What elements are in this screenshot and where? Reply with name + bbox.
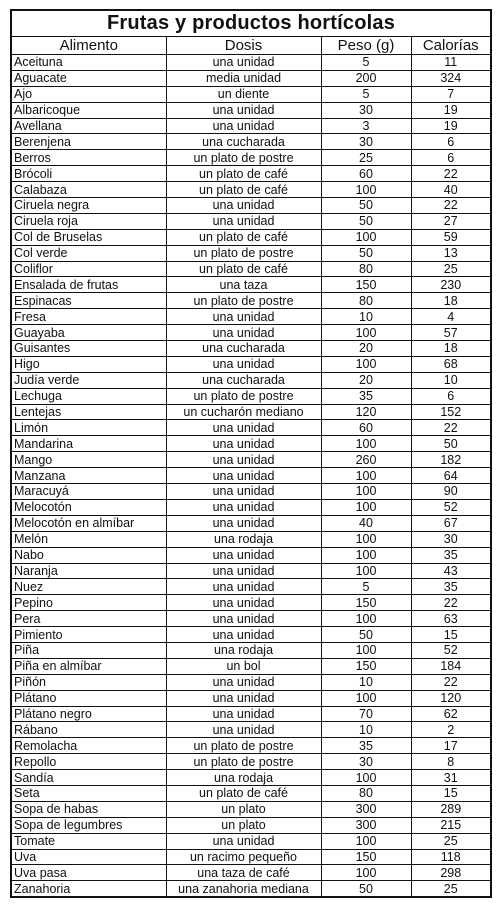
dose-cell: un plato de postre xyxy=(166,754,321,770)
calories-cell: 62 xyxy=(411,706,491,722)
food-cell: Mandarina xyxy=(11,436,166,452)
dose-cell: una unidad xyxy=(166,627,321,643)
dose-cell: un plato de postre xyxy=(166,150,321,166)
table-row xyxy=(11,55,491,71)
calories-cell: 35 xyxy=(411,547,491,563)
table-row xyxy=(11,404,491,420)
table-row xyxy=(11,261,491,277)
dose-cell: una unidad xyxy=(166,595,321,611)
dose-cell: un racimo pequeño xyxy=(166,849,321,865)
calories-cell: 17 xyxy=(411,738,491,754)
dose-cell: un plato de café xyxy=(166,166,321,182)
calories-cell: 68 xyxy=(411,356,491,372)
calories-cell: 50 xyxy=(411,436,491,452)
table-row xyxy=(11,468,491,484)
food-cell: Coliflor xyxy=(11,261,166,277)
calories-cell: 25 xyxy=(411,833,491,849)
table-row xyxy=(11,293,491,309)
calories-cell: 25 xyxy=(411,881,491,897)
food-cell: Piña en almíbar xyxy=(11,658,166,674)
table-row xyxy=(11,611,491,627)
calories-cell: 18 xyxy=(411,293,491,309)
dose-cell: una unidad xyxy=(166,55,321,71)
dose-cell: una unidad xyxy=(166,674,321,690)
dose-cell: una unidad xyxy=(166,452,321,468)
table-row xyxy=(11,849,491,865)
food-cell: Ciruela negra xyxy=(11,198,166,214)
calories-cell: 6 xyxy=(411,388,491,404)
food-cell: Ciruela roja xyxy=(11,213,166,229)
weight-cell: 100 xyxy=(321,356,411,372)
table-row xyxy=(11,229,491,245)
weight-cell: 70 xyxy=(321,706,411,722)
table-row xyxy=(11,579,491,595)
dose-cell: una unidad xyxy=(166,468,321,484)
food-cell: Rábano xyxy=(11,722,166,738)
calories-cell: 18 xyxy=(411,341,491,357)
food-cell: Nuez xyxy=(11,579,166,595)
food-cell: Avellana xyxy=(11,118,166,134)
table-row xyxy=(11,309,491,325)
weight-cell: 10 xyxy=(321,309,411,325)
table-row xyxy=(11,547,491,563)
table-row xyxy=(11,102,491,118)
weight-cell: 100 xyxy=(321,770,411,786)
calories-cell: 13 xyxy=(411,245,491,261)
weight-cell: 300 xyxy=(321,817,411,833)
table-row xyxy=(11,341,491,357)
table-row xyxy=(11,531,491,547)
weight-cell: 100 xyxy=(321,325,411,341)
calories-cell: 184 xyxy=(411,658,491,674)
calories-cell: 52 xyxy=(411,642,491,658)
food-cell: Melón xyxy=(11,531,166,547)
food-cell: Higo xyxy=(11,356,166,372)
dose-cell: una taza de café xyxy=(166,865,321,881)
weight-cell: 25 xyxy=(321,150,411,166)
food-cell: Naranja xyxy=(11,563,166,579)
table-body xyxy=(11,55,491,898)
weight-cell: 50 xyxy=(321,213,411,229)
weight-cell: 50 xyxy=(321,627,411,643)
weight-cell: 30 xyxy=(321,134,411,150)
table-row xyxy=(11,372,491,388)
table-row xyxy=(11,356,491,372)
weight-cell: 100 xyxy=(321,531,411,547)
weight-cell: 100 xyxy=(321,690,411,706)
table-row xyxy=(11,627,491,643)
food-cell: Espinacas xyxy=(11,293,166,309)
dose-cell: una unidad xyxy=(166,833,321,849)
food-cell: Berenjena xyxy=(11,134,166,150)
table-row xyxy=(11,690,491,706)
food-cell: Ensalada de frutas xyxy=(11,277,166,293)
title-row xyxy=(11,10,491,37)
weight-cell: 80 xyxy=(321,293,411,309)
food-cell: Nabo xyxy=(11,547,166,563)
weight-cell: 100 xyxy=(321,229,411,245)
weight-cell: 100 xyxy=(321,833,411,849)
calories-cell: 324 xyxy=(411,70,491,86)
table-row xyxy=(11,833,491,849)
weight-cell: 5 xyxy=(321,579,411,595)
table-row xyxy=(11,420,491,436)
dose-cell: un cucharón mediano xyxy=(166,404,321,420)
weight-cell: 150 xyxy=(321,849,411,865)
dose-cell: una cucharada xyxy=(166,134,321,150)
food-cell: Uva pasa xyxy=(11,865,166,881)
food-cell: Ajo xyxy=(11,86,166,102)
calories-cell: 6 xyxy=(411,134,491,150)
food-cell: Berros xyxy=(11,150,166,166)
food-cell: Guayaba xyxy=(11,325,166,341)
header-row xyxy=(11,37,491,55)
table-row xyxy=(11,754,491,770)
calories-cell: 19 xyxy=(411,118,491,134)
weight-cell: 100 xyxy=(321,642,411,658)
food-cell: Manzana xyxy=(11,468,166,484)
food-cell: Plátano xyxy=(11,690,166,706)
dose-cell: una unidad xyxy=(166,102,321,118)
calorie-table xyxy=(10,9,492,898)
dose-cell: un plato de postre xyxy=(166,738,321,754)
table-row xyxy=(11,325,491,341)
food-cell: Piña xyxy=(11,642,166,658)
food-cell: Zanahoria xyxy=(11,881,166,897)
weight-cell: 260 xyxy=(321,452,411,468)
dose-cell: una unidad xyxy=(166,356,321,372)
weight-cell: 20 xyxy=(321,341,411,357)
table-row xyxy=(11,563,491,579)
food-cell: Remolacha xyxy=(11,738,166,754)
dose-cell: una zanahoria mediana xyxy=(166,881,321,897)
food-cell: Limón xyxy=(11,420,166,436)
calories-cell: 182 xyxy=(411,452,491,468)
table-row xyxy=(11,801,491,817)
weight-cell: 100 xyxy=(321,865,411,881)
table-row xyxy=(11,452,491,468)
weight-cell: 50 xyxy=(321,198,411,214)
table-row xyxy=(11,388,491,404)
food-cell: Lechuga xyxy=(11,388,166,404)
dose-cell: una unidad xyxy=(166,579,321,595)
weight-cell: 35 xyxy=(321,388,411,404)
dose-cell: una unidad xyxy=(166,547,321,563)
weight-cell: 5 xyxy=(321,86,411,102)
calories-cell: 19 xyxy=(411,102,491,118)
weight-cell: 100 xyxy=(321,611,411,627)
header-food: Alimento xyxy=(11,37,166,55)
calories-cell: 52 xyxy=(411,499,491,515)
food-cell: Sopa de habas xyxy=(11,801,166,817)
table-row xyxy=(11,499,491,515)
table-row xyxy=(11,213,491,229)
dose-cell: una rodaja xyxy=(166,770,321,786)
dose-cell: una unidad xyxy=(166,198,321,214)
dose-cell: una cucharada xyxy=(166,341,321,357)
weight-cell: 100 xyxy=(321,182,411,198)
dose-cell: una unidad xyxy=(166,563,321,579)
calories-cell: 22 xyxy=(411,674,491,690)
dose-cell: un plato de café xyxy=(166,182,321,198)
calories-cell: 289 xyxy=(411,801,491,817)
weight-cell: 200 xyxy=(321,70,411,86)
food-cell: Pera xyxy=(11,611,166,627)
dose-cell: una unidad xyxy=(166,690,321,706)
weight-cell: 100 xyxy=(321,436,411,452)
calories-cell: 57 xyxy=(411,325,491,341)
calories-cell: 43 xyxy=(411,563,491,579)
dose-cell: un plato de café xyxy=(166,229,321,245)
weight-cell: 30 xyxy=(321,754,411,770)
dose-cell: una unidad xyxy=(166,722,321,738)
table-row xyxy=(11,70,491,86)
dose-cell: media unidad xyxy=(166,70,321,86)
calories-cell: 30 xyxy=(411,531,491,547)
calories-cell: 230 xyxy=(411,277,491,293)
weight-cell: 50 xyxy=(321,881,411,897)
calorie-table-sheet xyxy=(10,9,490,898)
calories-cell: 22 xyxy=(411,166,491,182)
weight-cell: 150 xyxy=(321,658,411,674)
weight-cell: 150 xyxy=(321,595,411,611)
food-cell: Aguacate xyxy=(11,70,166,86)
food-cell: Maracuyá xyxy=(11,484,166,500)
dose-cell: un plato de café xyxy=(166,261,321,277)
table-row xyxy=(11,277,491,293)
food-cell: Calabaza xyxy=(11,182,166,198)
table-row xyxy=(11,515,491,531)
dose-cell: una rodaja xyxy=(166,531,321,547)
food-cell: Seta xyxy=(11,785,166,801)
weight-cell: 300 xyxy=(321,801,411,817)
weight-cell: 100 xyxy=(321,484,411,500)
table-row xyxy=(11,785,491,801)
dose-cell: una unidad xyxy=(166,515,321,531)
food-cell: Sandía xyxy=(11,770,166,786)
table-row xyxy=(11,118,491,134)
food-cell: Repollo xyxy=(11,754,166,770)
calories-cell: 11 xyxy=(411,55,491,71)
weight-cell: 30 xyxy=(321,102,411,118)
weight-cell: 60 xyxy=(321,166,411,182)
calories-cell: 2 xyxy=(411,722,491,738)
calories-cell: 40 xyxy=(411,182,491,198)
table-row xyxy=(11,642,491,658)
dose-cell: un plato de café xyxy=(166,785,321,801)
food-cell: Guisantes xyxy=(11,341,166,357)
dose-cell: una unidad xyxy=(166,484,321,500)
calories-cell: 63 xyxy=(411,611,491,627)
table-row xyxy=(11,198,491,214)
dose-cell: un plato de postre xyxy=(166,293,321,309)
weight-cell: 50 xyxy=(321,245,411,261)
calories-cell: 59 xyxy=(411,229,491,245)
food-cell: Lentejas xyxy=(11,404,166,420)
calories-cell: 35 xyxy=(411,579,491,595)
weight-cell: 100 xyxy=(321,468,411,484)
dose-cell: una unidad xyxy=(166,499,321,515)
dose-cell: una unidad xyxy=(166,611,321,627)
calories-cell: 31 xyxy=(411,770,491,786)
weight-cell: 100 xyxy=(321,563,411,579)
dose-cell: un plato xyxy=(166,801,321,817)
calories-cell: 67 xyxy=(411,515,491,531)
weight-cell: 20 xyxy=(321,372,411,388)
calories-cell: 27 xyxy=(411,213,491,229)
calories-cell: 15 xyxy=(411,785,491,801)
calories-cell: 120 xyxy=(411,690,491,706)
weight-cell: 80 xyxy=(321,261,411,277)
dose-cell: un bol xyxy=(166,658,321,674)
food-cell: Piñón xyxy=(11,674,166,690)
table-row xyxy=(11,881,491,897)
food-cell: Pepino xyxy=(11,595,166,611)
calories-cell: 22 xyxy=(411,595,491,611)
calories-cell: 10 xyxy=(411,372,491,388)
food-cell: Fresa xyxy=(11,309,166,325)
dose-cell: una unidad xyxy=(166,706,321,722)
table-row xyxy=(11,150,491,166)
dose-cell: una taza xyxy=(166,277,321,293)
dose-cell: una unidad xyxy=(166,309,321,325)
weight-cell: 10 xyxy=(321,722,411,738)
weight-cell: 100 xyxy=(321,499,411,515)
food-cell: Pimiento xyxy=(11,627,166,643)
table-row xyxy=(11,134,491,150)
food-cell: Judía verde xyxy=(11,372,166,388)
weight-cell: 150 xyxy=(321,277,411,293)
calories-cell: 90 xyxy=(411,484,491,500)
food-cell: Col verde xyxy=(11,245,166,261)
table-row xyxy=(11,865,491,881)
dose-cell: una unidad xyxy=(166,118,321,134)
weight-cell: 40 xyxy=(321,515,411,531)
calories-cell: 152 xyxy=(411,404,491,420)
calories-cell: 6 xyxy=(411,150,491,166)
header-calories: Calorías xyxy=(411,37,491,55)
table-row xyxy=(11,595,491,611)
weight-cell: 5 xyxy=(321,55,411,71)
dose-cell: una cucharada xyxy=(166,372,321,388)
weight-cell: 80 xyxy=(321,785,411,801)
table-row xyxy=(11,674,491,690)
weight-cell: 120 xyxy=(321,404,411,420)
calories-cell: 15 xyxy=(411,627,491,643)
header-dose: Dosis xyxy=(166,37,321,55)
table-row xyxy=(11,770,491,786)
dose-cell: un diente xyxy=(166,86,321,102)
food-cell: Tomate xyxy=(11,833,166,849)
calories-cell: 22 xyxy=(411,420,491,436)
food-cell: Brócoli xyxy=(11,166,166,182)
food-cell: Aceituna xyxy=(11,55,166,71)
food-cell: Melocotón xyxy=(11,499,166,515)
dose-cell: una unidad xyxy=(166,325,321,341)
table-row xyxy=(11,658,491,674)
table-row xyxy=(11,245,491,261)
table-row xyxy=(11,484,491,500)
dose-cell: una unidad xyxy=(166,436,321,452)
table-row xyxy=(11,817,491,833)
table-row xyxy=(11,706,491,722)
food-cell: Uva xyxy=(11,849,166,865)
table-row xyxy=(11,182,491,198)
dose-cell: una unidad xyxy=(166,213,321,229)
weight-cell: 35 xyxy=(321,738,411,754)
calories-cell: 4 xyxy=(411,309,491,325)
dose-cell: una unidad xyxy=(166,420,321,436)
dose-cell: una rodaja xyxy=(166,642,321,658)
food-cell: Plátano negro xyxy=(11,706,166,722)
dose-cell: un plato xyxy=(166,817,321,833)
header-weight: Peso (g) xyxy=(321,37,411,55)
calories-cell: 118 xyxy=(411,849,491,865)
dose-cell: un plato de postre xyxy=(166,245,321,261)
weight-cell: 3 xyxy=(321,118,411,134)
table-row xyxy=(11,722,491,738)
food-cell: Melocotón en almíbar xyxy=(11,515,166,531)
food-cell: Mango xyxy=(11,452,166,468)
food-cell: Sopa de legumbres xyxy=(11,817,166,833)
table-row xyxy=(11,86,491,102)
calories-cell: 7 xyxy=(411,86,491,102)
table-row xyxy=(11,738,491,754)
table-row xyxy=(11,166,491,182)
calories-cell: 298 xyxy=(411,865,491,881)
calories-cell: 22 xyxy=(411,198,491,214)
weight-cell: 60 xyxy=(321,420,411,436)
food-cell: Col de Bruselas xyxy=(11,229,166,245)
food-cell: Albaricoque xyxy=(11,102,166,118)
calories-cell: 8 xyxy=(411,754,491,770)
weight-cell: 10 xyxy=(321,674,411,690)
table-title: Frutas y productos hortícolas xyxy=(11,10,491,37)
weight-cell: 100 xyxy=(321,547,411,563)
calories-cell: 215 xyxy=(411,817,491,833)
table-row xyxy=(11,436,491,452)
calories-cell: 64 xyxy=(411,468,491,484)
calories-cell: 25 xyxy=(411,261,491,277)
dose-cell: un plato de postre xyxy=(166,388,321,404)
